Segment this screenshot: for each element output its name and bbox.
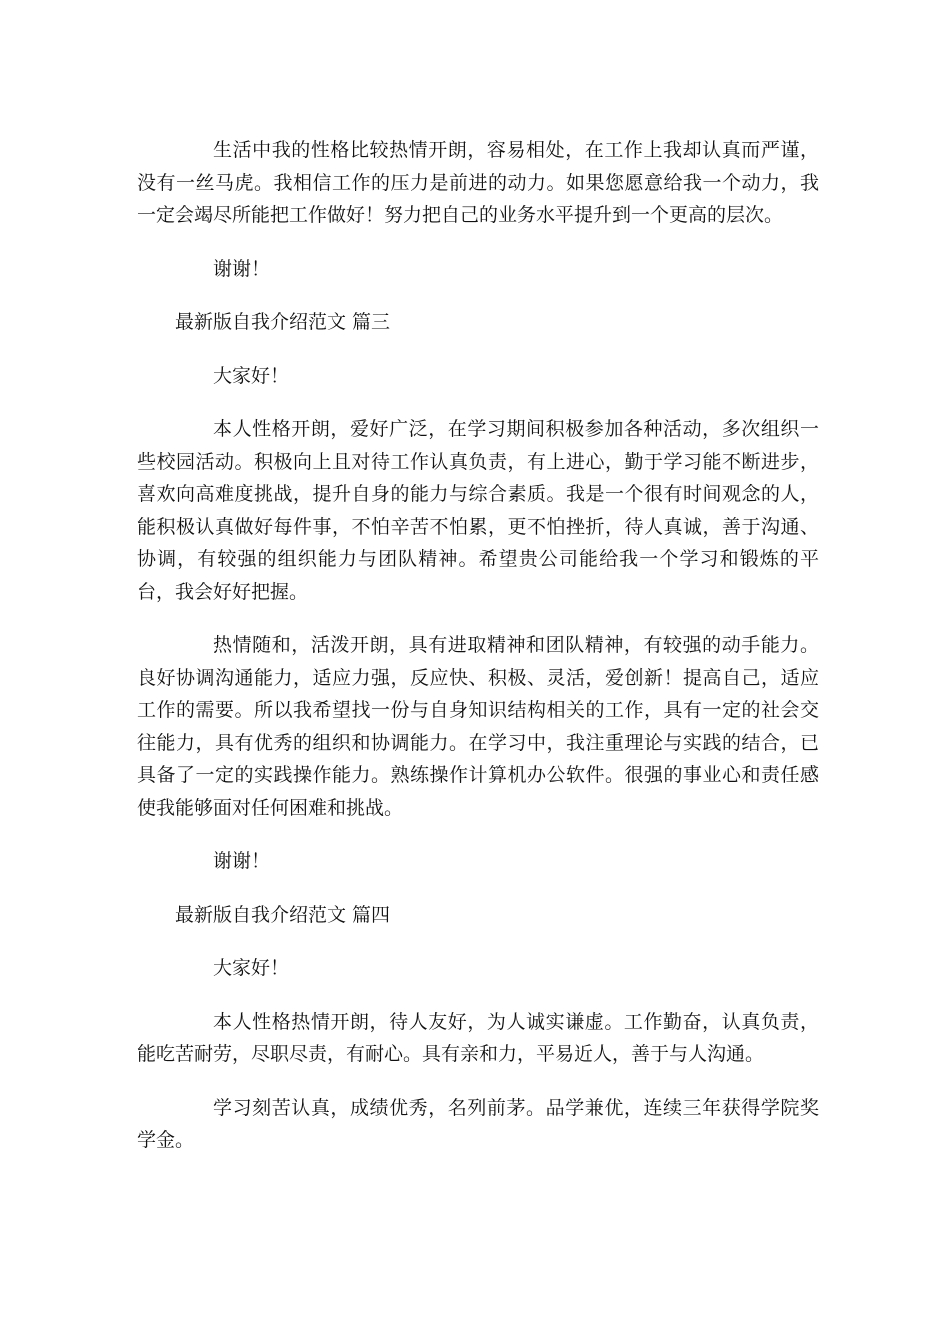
paragraph-thanks-2: 谢谢！: [213, 850, 271, 872]
paragraph-greeting-4: 大家好！: [213, 957, 290, 979]
paragraph-intro-4a: 本人性格热情开朗，待人友好，为人诚实谦虚。工作勤奋，认真负责，能吃苦耐劳，尽职尽责，有耐心。具有亲和力，平易近人，善于与人沟通。: [137, 1010, 819, 1065]
paragraph-greeting-3: 大家好！: [213, 364, 290, 387]
document-body: [137, 134, 819, 1157]
section-heading-4: 最新版自我介绍范文 篇四: [175, 903, 391, 926]
paragraph-intro-3b: 热情随和，活泼开朗，具有进取精神和团队精神，有较强的动手能力。良好协调沟通能力，适应力强，反应快、积极、灵活，爱创新！提高自己，适应工作的需要。所以我希望找一份与自身知识结构相关的工作，具有一定的社会交往能力，具有优秀的组织和协调能力。在学习中，我注重理论与实践的结合，已具备了一定的实践操作能力。熟练操作计算机办公软件。很强的事业心和责任感使我能够面对任何困难和挑战。: [137, 634, 819, 819]
paragraph-personality: 生活中我的性格比较热情开朗，容易相处，在工作上我却认真而严谨，没有一丝马虎。我相信工作的压力是前进的动力。如果您愿意给我一个动力，我一定会竭尽所能把工作做好！努力把自己的业务水平提升到一个更高的层次。: [137, 139, 819, 226]
section-heading-3: 最新版自我介绍范文 篇三: [175, 311, 391, 333]
paragraph-intro-4b: 学习刻苦认真，成绩优秀，名列前茅。品学兼优，连续三年获得学院奖学金。: [137, 1096, 819, 1151]
paragraph-intro-3a: 本人性格开朗，爱好广泛，在学习期间积极参加各种活动，多次组织一些校园活动。积极向上且对待工作认真负责，有上进心，勤于学习能不断进步，喜欢向高难度挑战，提升自身的能力与综合素质。我是一个很有时间观念的人，能积极认真做好每件事，不怕辛苦不怕累，更不怕挫折，待人真诚，善于沟通、协调，有较强的组织能力与团队精神。希望贵公司能给我一个学习和锻炼的平台，我会好好把握。: [137, 418, 819, 603]
paragraph-thanks-1: 谢谢！: [213, 257, 271, 280]
